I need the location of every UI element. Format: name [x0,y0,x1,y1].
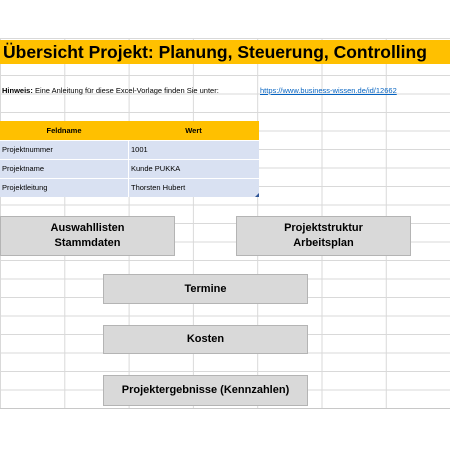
cell-feldname[interactable]: Projektnummer [2,145,53,154]
header-wert: Wert [185,126,202,135]
cell-feldname[interactable]: Projektleitung [2,183,48,192]
termine-button[interactable]: Termine [103,274,308,304]
button-line-2: Arbeitsplan [293,237,354,249]
cell-wert[interactable]: Thorsten Hubert [128,179,259,197]
button-line-1: Projektstruktur [284,222,363,234]
cell-wert[interactable]: 1001 [128,141,259,159]
hint-text [2,86,219,95]
projektstruktur-button[interactable] [236,216,411,256]
table-row [0,140,259,159]
hint-label: Hinweis: [2,86,33,95]
projektergebnisse-button[interactable]: Projektergebnisse (Kennzahlen) [103,375,308,406]
hint-body: Eine Anleitung für diese Excel-Vorlage finden Sie unter: [34,86,219,95]
guide-link[interactable]: https://www.business-wissen.de/id/12662 [260,86,397,95]
button-line-2: Stammdaten [54,237,121,249]
table-row [0,178,259,197]
table-header [0,121,259,140]
kosten-button[interactable]: Kosten [103,325,308,354]
table-resize-handle[interactable] [255,193,259,197]
header-feldname: Feldname [46,126,82,135]
sheet-title: Übersicht Projekt: Planung, Steuerung, Controlling [0,40,450,64]
button-line-1: Auswahllisten [50,222,125,234]
cell-wert[interactable]: Kunde PUKKA [128,160,259,178]
auswahllisten-button[interactable] [0,216,175,256]
cell-feldname[interactable]: Projektname [2,164,45,173]
project-info-table [0,121,259,197]
table-row [0,159,259,178]
